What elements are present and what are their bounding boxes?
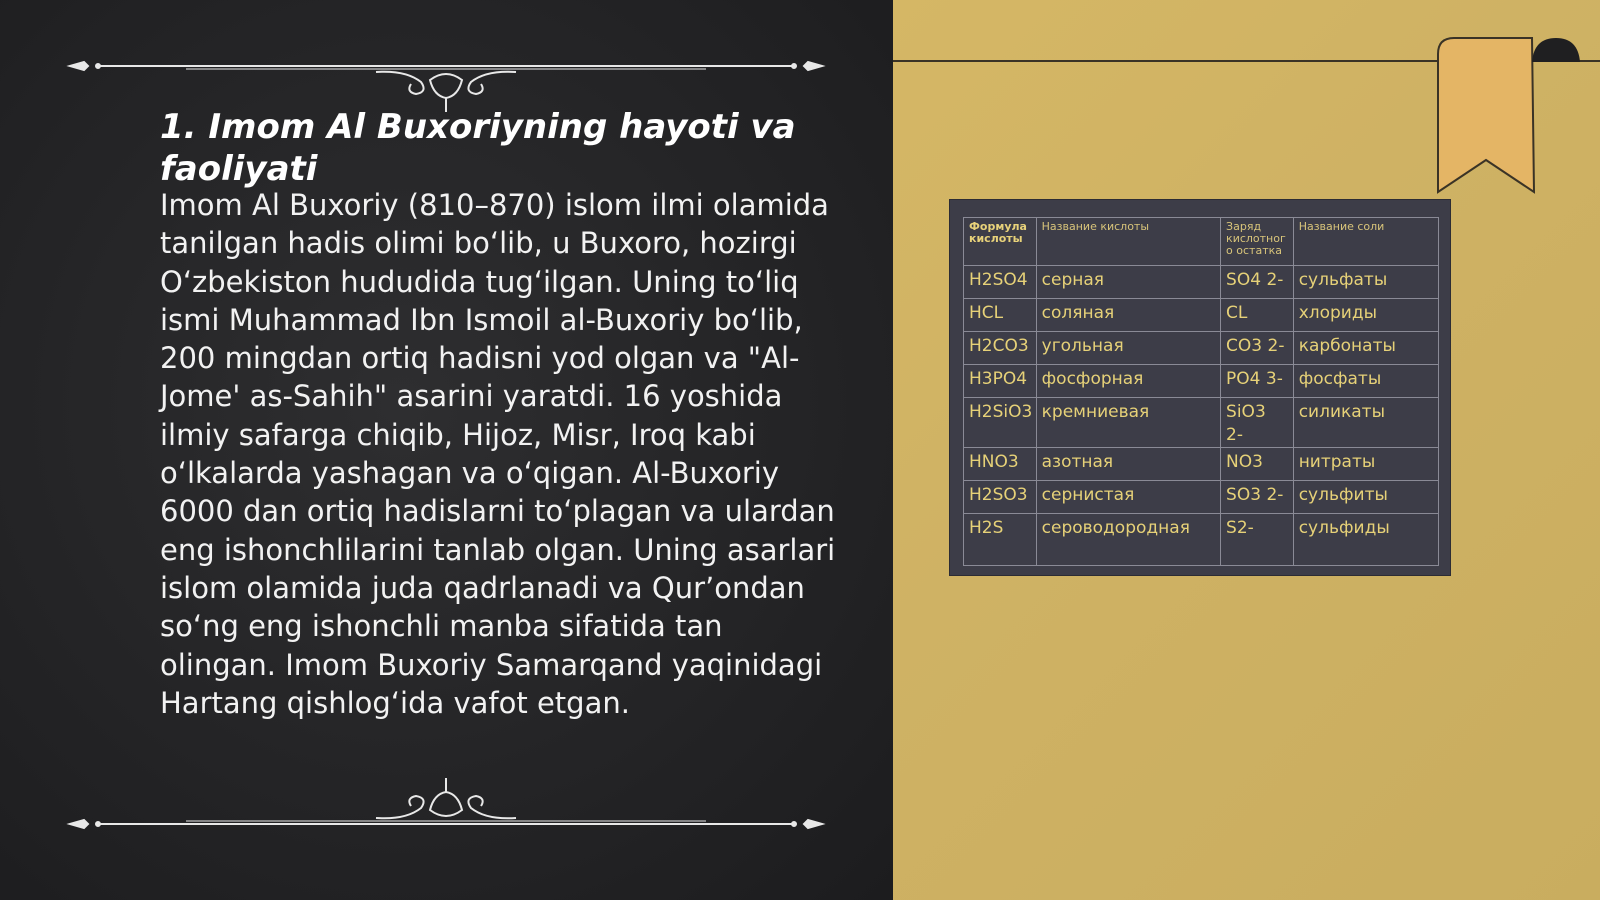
table-cell: сульфиды xyxy=(1293,514,1438,566)
table-cell: SO4 2- xyxy=(1221,266,1294,299)
ornament-divider-bottom-icon xyxy=(66,772,826,832)
bookmark-ribbon-icon xyxy=(1436,36,1536,196)
table-cell: азотная xyxy=(1036,448,1220,481)
table-cell: NO3 xyxy=(1221,448,1294,481)
table-cell: соляная xyxy=(1036,299,1220,332)
table-cell: H2SO4 xyxy=(964,266,1037,299)
table-cell: серная xyxy=(1036,266,1220,299)
table-row xyxy=(964,365,1439,398)
table-row xyxy=(964,514,1439,566)
table-cell: хлориды xyxy=(1293,299,1438,332)
table-cell: нитраты xyxy=(1293,448,1438,481)
table-cell: сероводородная xyxy=(1036,514,1220,566)
table-cell: SO3 2- xyxy=(1221,481,1294,514)
table-cell: H3PO4 xyxy=(964,365,1037,398)
table-cell: кремниевая xyxy=(1036,398,1220,448)
table-cell: PO4 3- xyxy=(1221,365,1294,398)
table-cell: H2CO3 xyxy=(964,332,1037,365)
table-cell: фосфаты xyxy=(1293,365,1438,398)
header-acid-name: Название кислоты xyxy=(1036,218,1220,266)
header-charge: Заряд кислотног о остатка xyxy=(1221,218,1294,266)
table-row xyxy=(964,266,1439,299)
table-header-row xyxy=(964,218,1439,266)
table-cell: сульфаты xyxy=(1293,266,1438,299)
table-row xyxy=(964,332,1439,365)
table-cell: силикаты xyxy=(1293,398,1438,448)
slide-title: 1. Imom Al Buxoriyning hayoti va faoliyati xyxy=(160,107,796,189)
table-cell: H2SO3 xyxy=(964,481,1037,514)
table-cell: фосфорная xyxy=(1036,365,1220,398)
table-row xyxy=(964,448,1439,481)
table-cell: H2SiO3 xyxy=(964,398,1037,448)
table-cell: HNO3 xyxy=(964,448,1037,481)
table-cell: CL xyxy=(1221,299,1294,332)
table-cell: HCL xyxy=(964,299,1037,332)
table-cell: S2- xyxy=(1221,514,1294,566)
table-cell: CO3 2- xyxy=(1221,332,1294,365)
acid-table-image xyxy=(950,200,1450,575)
table-cell: H2S xyxy=(964,514,1037,566)
table-row xyxy=(964,398,1439,448)
header-salt-name: Название соли xyxy=(1293,218,1438,266)
table-cell: сернистая xyxy=(1036,481,1220,514)
bookmark-fold-icon xyxy=(1530,36,1586,64)
table-cell: сульфиты xyxy=(1293,481,1438,514)
table-cell: SiO3 2- xyxy=(1221,398,1294,448)
table-cell: угольная xyxy=(1036,332,1220,365)
table-row xyxy=(964,481,1439,514)
acid-table xyxy=(963,217,1439,566)
body-text: Imom Al Buxoriy (810–870) islom ilmi olamida tanilgan hadis olimi bo‘lib, u Buxoro, hozirgi O‘zbekiston hududida tug‘ilgan. Uning to‘liq ismi Muhammad Ibn Ismoil al-Buxoriy bo‘lib, 200 mingdan ortiq hadisni yod olgan va "Al-Jome' as-Sahih" asarini yaratdi. 16 yoshida ilmiy safarga chiqib, Hijoz, Misr, Iroq kabi o‘lkalarda yashagan va o‘qigan. Al-Buxoriy 6000 dan ortiq hadislarni to‘plagan va ulardan eng ishonchlilarini tanlab olgan. Uning asarlari islom olamida juda qadrlanadi va Qur’ondan so‘ng eng ishonchli manba sifatida tan olingan. Imom Buxoriy Samarqand yaqinidagi Hartang qishlog‘ida vafot etgan. xyxy=(160,188,836,720)
table-cell: карбонаты xyxy=(1293,332,1438,365)
header-formula: Формула кислоты xyxy=(964,218,1037,266)
table-row xyxy=(964,299,1439,332)
